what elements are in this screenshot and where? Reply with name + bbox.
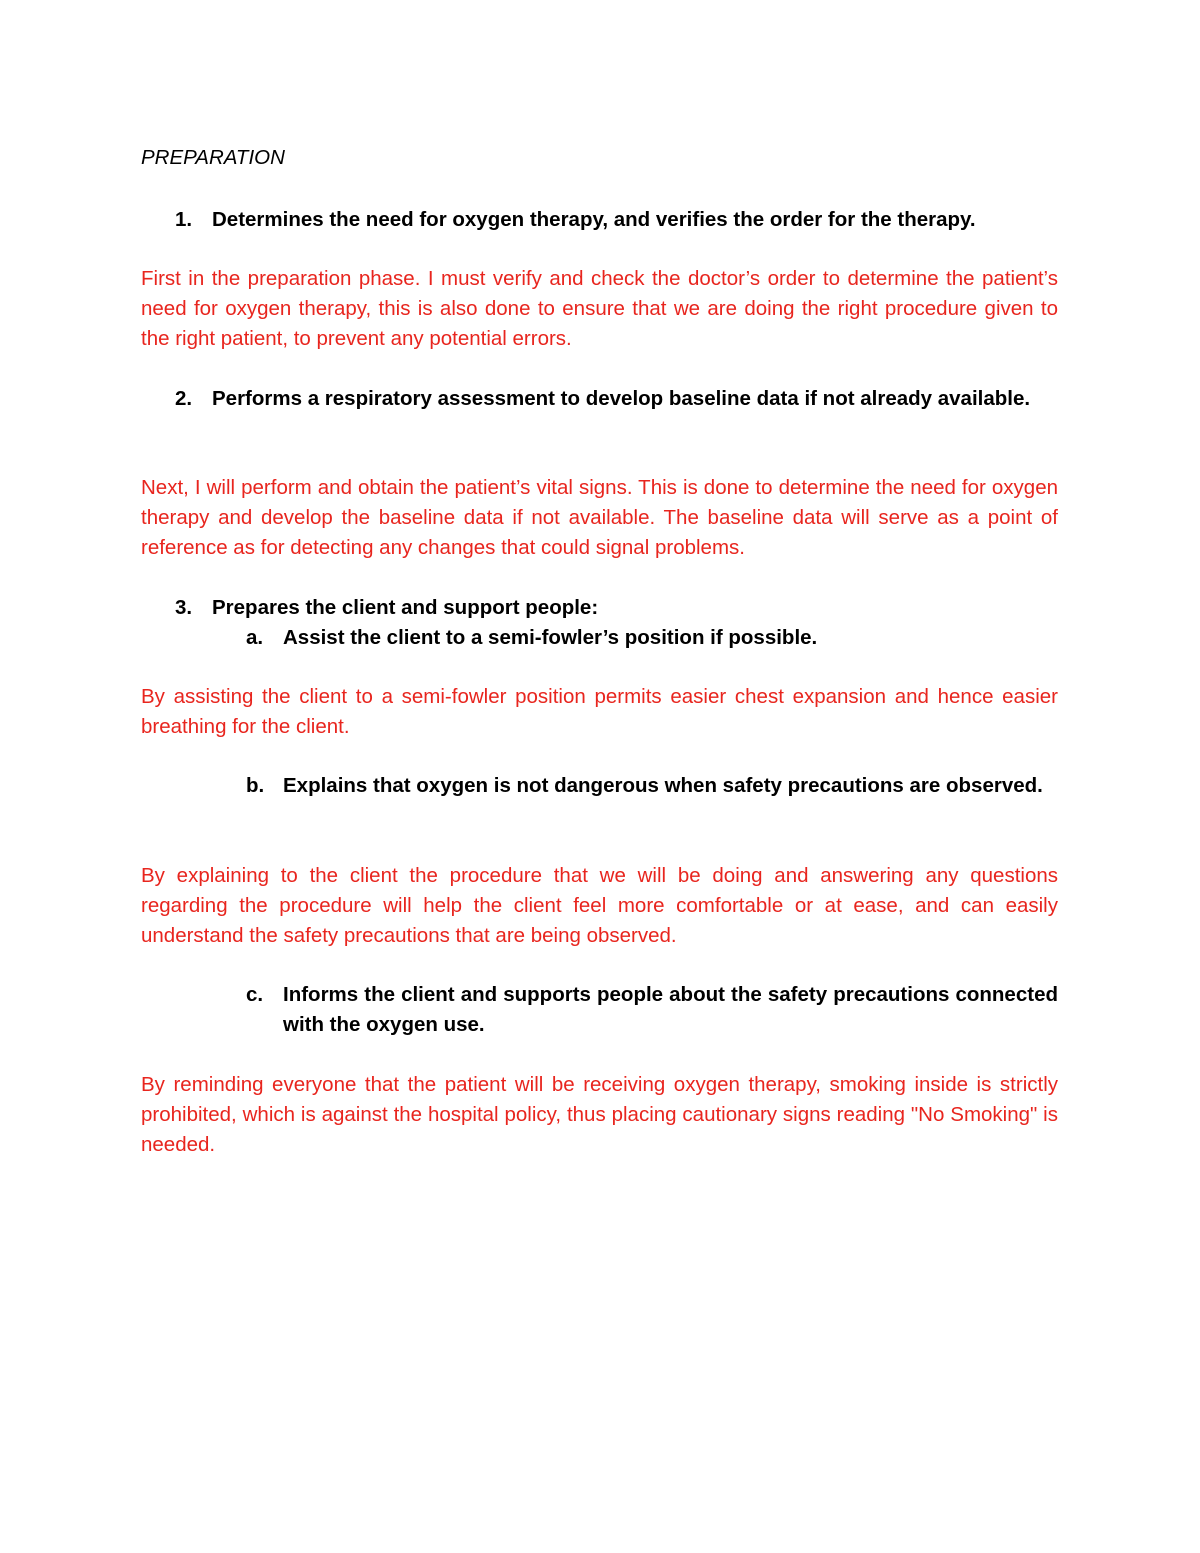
substep-c-letter: c. bbox=[246, 983, 264, 1006]
substep-b-text: Explains that oxygen is not dangerous when safety precautions are observed. bbox=[283, 774, 1043, 797]
substep-c-explanation: By reminding everyone that the patient will be receiving oxygen therapy, smoking inside is strictly prohibited, which is against the hospital policy, thus placing cautionary signs reading "No Smoking" is needed. bbox=[141, 1073, 1058, 1156]
substep-c bbox=[246, 980, 1058, 1040]
step-1 bbox=[175, 205, 1058, 235]
substep-a-letter: a. bbox=[246, 626, 264, 649]
section-heading: PREPARATION bbox=[141, 146, 285, 169]
step-3-text: Prepares the client and support people: bbox=[212, 596, 599, 619]
step-1-explanation: First in the preparation phase. I must verify and check the doctor’s order to determine the patient’s need for oxygen therapy, this is also done to ensure that we are doing the right procedure given to the right patient, to prevent any potential errors. bbox=[141, 267, 1058, 350]
step-1-text: Determines the need for oxygen therapy, and verifies the order for the therapy. bbox=[212, 208, 976, 231]
substep-b bbox=[246, 771, 1058, 801]
substep-a-explanation: By assisting the client to a semi-fowler position permits easier chest expansion and hence easier breathing for the client. bbox=[141, 685, 1058, 738]
step-2-text: Performs a respiratory assessment to develop baseline data if not already available. bbox=[212, 387, 1031, 410]
step-1-number: 1. bbox=[175, 208, 193, 231]
substep-a-text: Assist the client to a semi-fowler’s position if possible. bbox=[283, 626, 818, 649]
substep-b-letter: b. bbox=[246, 774, 265, 797]
step-2-number: 2. bbox=[175, 387, 193, 410]
step-3-number: 3. bbox=[175, 596, 193, 619]
step-2 bbox=[175, 384, 1058, 414]
substep-b-explanation: By explaining to the client the procedure that we will be doing and answering any questions regarding the procedure will help the client feel more comfortable or at ease, and can easily understand the safety precautions that are being observed. bbox=[141, 864, 1058, 947]
step-2-explanation: Next, I will perform and obtain the patient’s vital signs. This is done to determine the need for oxygen therapy and develop the baseline data if not available. The baseline data will serve as a point of reference as for detecting any changes that could signal problems. bbox=[141, 476, 1058, 559]
step-3 bbox=[175, 593, 1058, 623]
substep-a bbox=[246, 623, 1058, 653]
substep-c-text: Informs the client and supports people about the safety precautions connected with the oxygen use. bbox=[283, 983, 1058, 1036]
